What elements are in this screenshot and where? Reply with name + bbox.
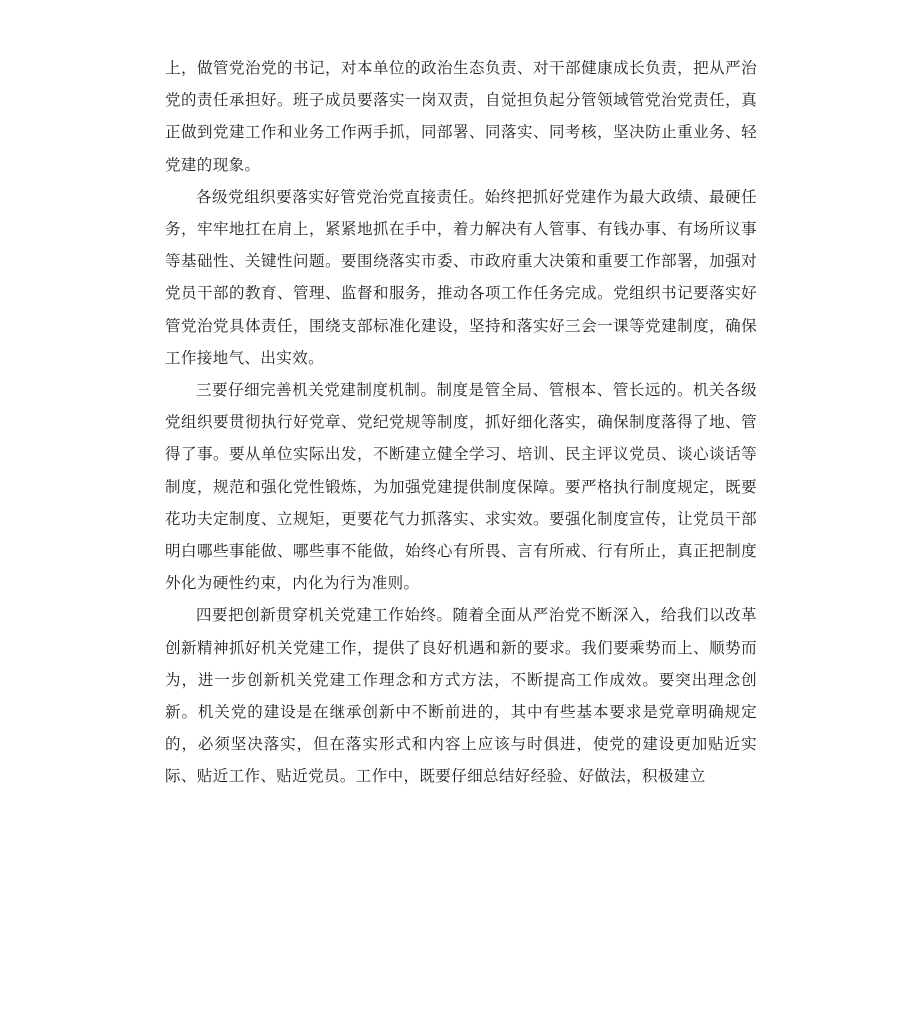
paragraph-3: 三要仔细完善机关党建制度机制。制度是管全局、管根本、管长远的。机关各级党组织要贯彻执行好党章、党纪党规等制度，抓好细化落实，确保制度落得了地、管得了事。要从单位实际出发，不断建立健全学习、培训、民主评议党员、谈心谈话等制度，规范和强化党性锻炼，为加强党建提供制度保障。要严格执行制度规定，既要花功夫定制度、立规矩，更要花气力抓落实、求实效。要强化制度宣传，让党员干部明白哪些事能做、哪些事不能做，始终心有所畏、言有所戒、行有所止，真正把制度外化为硬性约束，内化为行为准则。 — [165, 381, 757, 593]
paragraph-4: 四要把创新贯穿机关党建工作始终。随着全面从严治党不断深入，给我们以改革创新精神抓好机关党建工作，提供了良好机遇和新的要求。我们要乘势而上、顺势而为，进一步创新机关党建工作理念和方式方法，不断提高工作成效。要突出理念创新。机关党的建设是在继承创新中不断前进的，其中有些基本要求是党章明确规定的，必须坚决落实，但在落实形式和内容上应该与时俱进，使党的建设更加贴近实际、贴近工作、贴近党员。工作中，既要仔细总结好经验、好做法，积极建立 — [165, 606, 757, 786]
paragraph-2: 各级党组织要落实好管党治党直接责任。始终把抓好党建作为最大政绩、最硬任务，牢牢地扛在肩上，紧紧地抓在手中，着力解决有人管事、有钱办事、有场所议事等基础性、关键性问题。要围绕落实市委、市政府重大决策和重要工作部署，加强对党员干部的教育、管理、监督和服务，推动各项工作任务完成。党组织书记要落实好管党治党具体责任，围绕支部标准化建设，坚持和落实好三会一课等党建制度，确保工作接地气、出实效。 — [165, 187, 757, 367]
paragraph-1: 上，做管党治党的书记，对本单位的政治生态负责、对干部健康成长负责，把从严治党的责任承担好。班子成员要落实一岗双责，自觉担负起分管领域管党治党责任，真正做到党建工作和业务工作两手抓，同部署、同落实、同考核，坚决防止重业务、轻党建的现象。 — [165, 59, 757, 174]
document-body — [165, 52, 757, 793]
